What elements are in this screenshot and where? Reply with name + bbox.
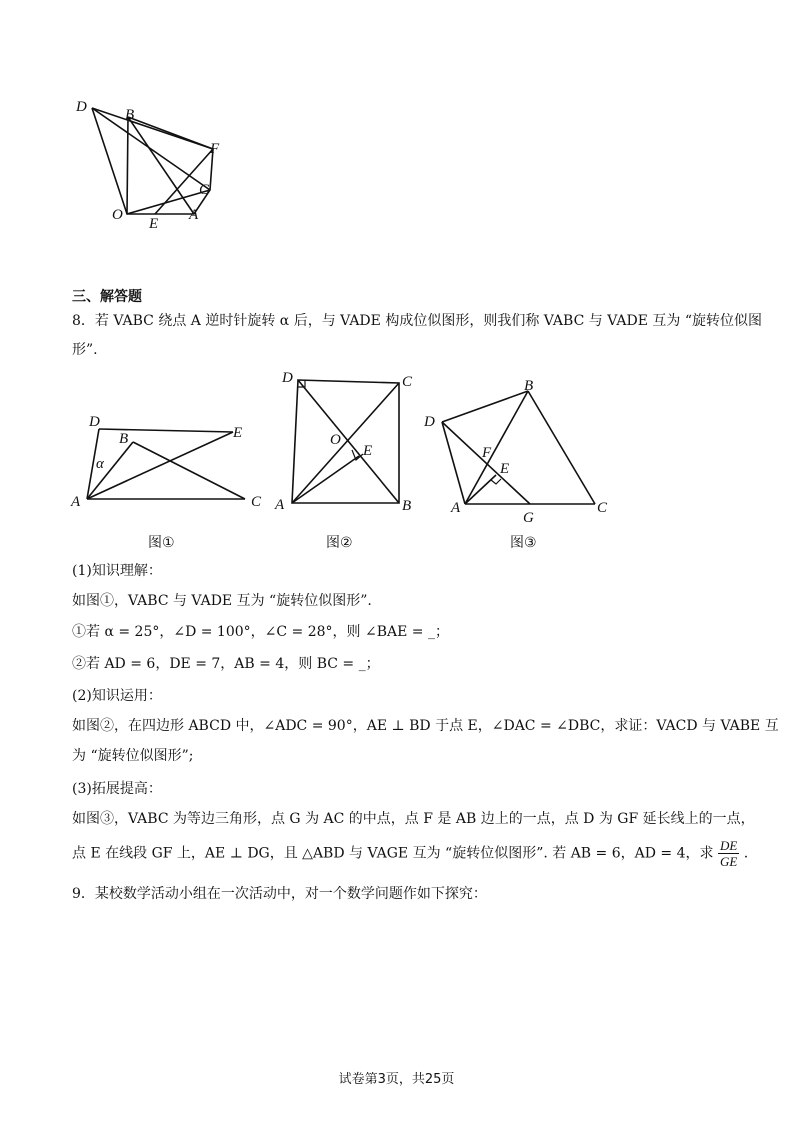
top-geometry-figure (70, 95, 240, 235)
fig3-label-a: A (451, 500, 461, 516)
segment-dc (92, 108, 210, 190)
fig2-label-e: E (363, 443, 373, 459)
fig2-label-o: O (330, 432, 341, 448)
segment-db (298, 380, 399, 503)
segment-ad (442, 422, 465, 504)
figure-1 (65, 410, 280, 520)
q8-line2: 形”. (72, 342, 98, 358)
part3-end: . (743, 845, 749, 862)
label-b: B (125, 107, 135, 123)
part1-question-a: ①若 α = 25°，∠D = 100°，∠C = 28°，则 ∠BAE = _； (72, 624, 449, 640)
label-a: A (189, 207, 199, 223)
part3-line2 (72, 838, 748, 869)
part3-line2-text: 点 E 在线段 GF 上，AE ⊥ DG，且 △ABD 与 VAGE 互为 “旋转位似图形”. 若 AB = 6，AD = 4，求 (72, 845, 714, 862)
fig3-label-f: F (482, 445, 492, 461)
label-c: C (199, 182, 210, 198)
segment-ae (292, 456, 359, 503)
q8-line1: 8．若 VABC 绕点 A 逆时针旋转 α 后，与 VADE 构成位似图形，则我们称 VABC 与 VADE 互为 “旋转位似图 (72, 313, 762, 329)
part2-title: (2)知识运用： (72, 688, 162, 704)
segment-ae (465, 475, 496, 504)
fig3-label-d: D (424, 414, 435, 430)
segment-db (442, 391, 528, 422)
fig1-label-b: B (119, 431, 129, 447)
part2-line2: 为 “旋转位似图形”; (72, 748, 194, 764)
label-o: O (112, 207, 123, 223)
fig3-label-c: C (597, 500, 608, 516)
fig2-label-d: D (282, 370, 293, 386)
part1-title: (1)知识理解： (72, 563, 162, 579)
fraction-de-over-ge (718, 838, 739, 869)
figure-3 (420, 372, 615, 522)
fig3-label-g: G (523, 510, 534, 522)
fig1-label-d: D (89, 414, 100, 430)
fig2-label-c: C (402, 374, 413, 390)
segment-dg (442, 422, 530, 504)
fraction-numerator: DE (719, 838, 738, 853)
label-d: D (76, 99, 87, 115)
part3-line1: 如图③，VABC 为等边三角形，点 G 为 AC 的中点，点 F 是 AB 边上的一点，点 D 为 GF 延长线上的一点， (72, 811, 755, 827)
fig1-label-c: C (251, 494, 262, 510)
part3-title: (3)拓展提高： (72, 781, 162, 797)
label-e: E (149, 216, 159, 232)
figure-1-caption: 图① (148, 535, 175, 551)
segment-ac (292, 383, 399, 503)
fraction-denominator: GE (719, 854, 738, 869)
part2-line1: 如图②，在四边形 ABCD 中，∠ADC = 90°，AE ⊥ BD 于点 E，∠DAC = ∠DBC，求证：VACD 与 VABE 互 (72, 718, 779, 734)
fig1-label-alpha: α (96, 456, 104, 472)
top-figure-outline (92, 108, 213, 214)
segment-bc (528, 391, 595, 504)
page-footer: 试卷第3页，共25页 (338, 1072, 455, 1087)
segment-ab (465, 391, 528, 504)
segment-ab (87, 442, 133, 499)
segment-bf (128, 117, 213, 149)
fig2-label-b: B (402, 498, 412, 514)
right-angle-mark-e (491, 479, 501, 484)
part1-question-b: ②若 AD = 6，DE = 7，AB = 4，则 BC = _； (72, 656, 380, 672)
figure-2 (272, 365, 422, 525)
fig3-label-e: E (500, 461, 510, 477)
fig2-label-a: A (275, 497, 285, 513)
segment-ae (87, 432, 233, 499)
figure-2-caption: 图② (326, 535, 353, 551)
q9-line1: 9．某校数学活动小组在一次活动中，对一个数学问题作如下探究： (72, 886, 487, 902)
fig1-label-a: A (71, 494, 81, 510)
figure-3-caption: 图③ (510, 535, 537, 551)
section-title: 三、解答题 (72, 289, 142, 305)
fig1-label-e: E (233, 425, 243, 441)
part1-intro: 如图①，VABC 与 VADE 互为 “旋转位似图形”. (72, 593, 372, 609)
fig3-label-b: B (524, 378, 534, 394)
label-f: F (210, 141, 220, 157)
